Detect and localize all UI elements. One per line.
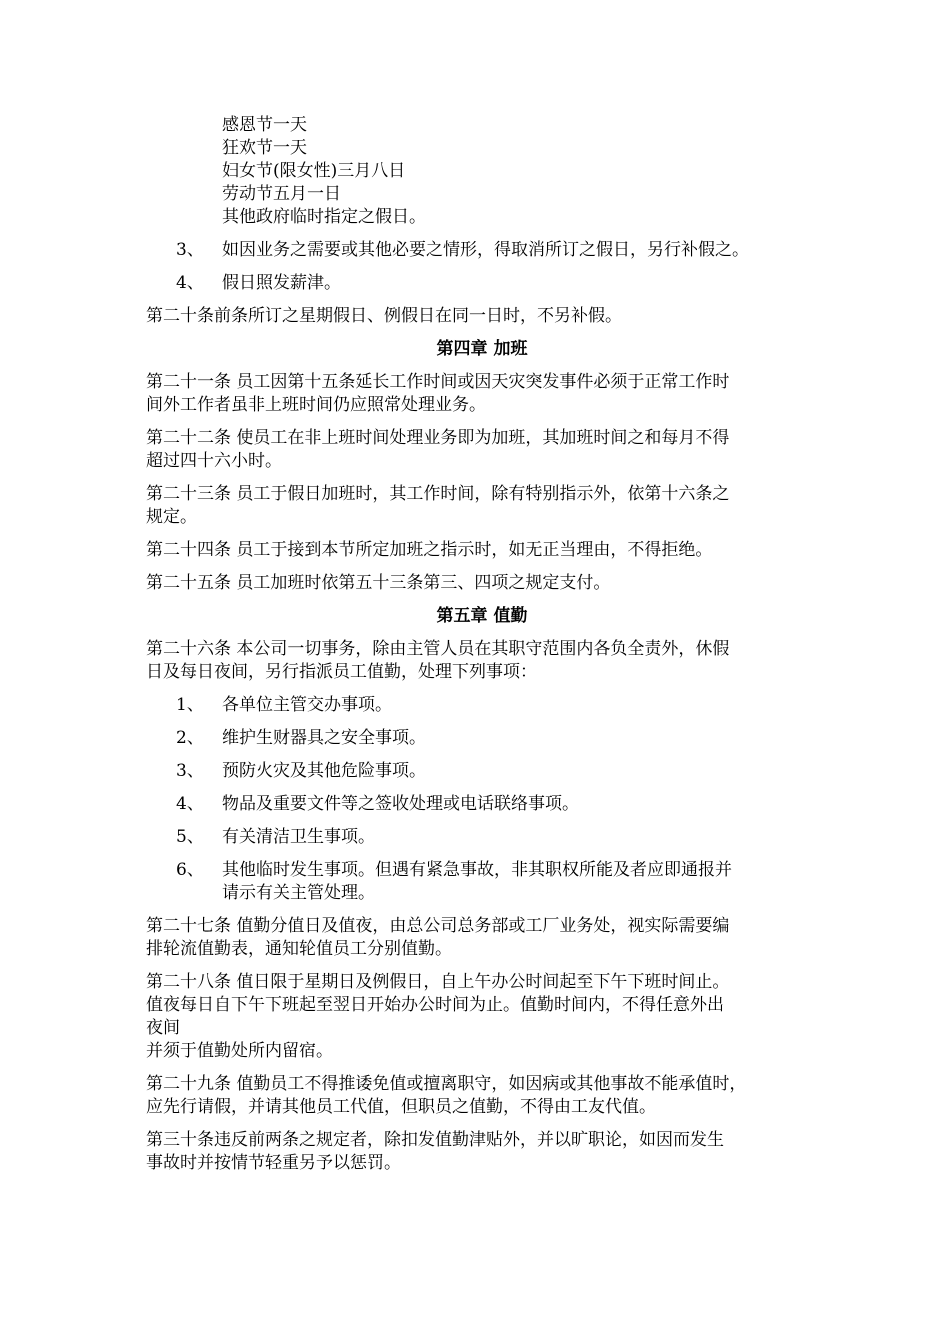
item-number: 1、 xyxy=(176,695,204,715)
article-30: 第三十条违反前两条之规定者，除扣发值勤津贴外，并以旷职论，如因而发生 事故时并按情节轻重另予以惩罚。 xyxy=(146,1130,724,1173)
numbered-item xyxy=(146,793,818,816)
item-text: 维护生财器具之安全事项。 xyxy=(222,728,426,748)
holiday-item: 狂欢节一天 xyxy=(222,138,307,158)
article-25: 第二十五条 员工加班时依第五十三条第三、四项之规定支付。 xyxy=(146,573,611,593)
item-number: 5、 xyxy=(176,827,204,847)
holiday-item: 感恩节一天 xyxy=(222,115,307,135)
chapter-heading: 第五章 值勤 xyxy=(436,606,528,626)
numbered-item xyxy=(146,272,818,295)
numbered-item xyxy=(146,727,818,750)
numbered-item xyxy=(146,760,818,783)
item-number: 2、 xyxy=(176,728,204,748)
numbered-item xyxy=(146,239,818,262)
item-text: 其他临时发生事项。但遇有紧急事故，非其职权所能及者应即通报并 请示有关主管处理。 xyxy=(222,860,732,903)
article-22: 第二十二条 使员工在非上班时间处理业务即为加班，其加班时间之和每月不得 超过四十六小时。 xyxy=(146,428,730,471)
holiday-item: 妇女节(限女性)三月八日 xyxy=(222,161,406,181)
document-page xyxy=(146,114,818,1175)
item-text: 如因业务之需要或其他必要之情形，得取消所订之假日，另行补假之。 xyxy=(222,240,749,260)
article-21: 第二十一条 员工因第十五条延长工作时间或因天灾突发事件必须于正常工作时 间外工作者虽非上班时间仍应照常处理业务。 xyxy=(146,372,730,415)
item-text: 预防火灾及其他危险事项。 xyxy=(222,761,426,781)
numbered-item xyxy=(146,694,818,717)
item-text: 有关清洁卫生事项。 xyxy=(222,827,375,847)
item-number: 4、 xyxy=(176,273,204,293)
item-text: 假日照发薪津。 xyxy=(222,273,341,293)
numbered-item xyxy=(146,826,818,849)
article-26: 第二十六条 本公司一切事务，除由主管人员在其职守范围内各负全责外，休假 日及每日夜间，另行指派员工值勤，处理下列事项： xyxy=(146,639,730,682)
article-29: 第二十九条 值勤员工不得推诿免值或擅离职守，如因病或其他事故不能承值时， 应先行请假，并请其他员工代值，但职员之值勤，不得由工友代值。 xyxy=(146,1074,747,1117)
holiday-item: 劳动节五月一日 xyxy=(222,184,341,204)
article-23: 第二十三条 员工于假日加班时，其工作时间，除有特别指示外，依第十六条之 规定。 xyxy=(146,484,730,527)
item-text: 各单位主管交办事项。 xyxy=(222,695,392,715)
item-number: 3、 xyxy=(176,761,204,781)
item-number: 3、 xyxy=(176,240,204,260)
article-27: 第二十七条 值勤分值日及值夜，由总公司总务部或工厂业务处，视实际需要编 排轮流值勤表，通知轮值员工分别值勤。 xyxy=(146,916,730,959)
item-text: 物品及重要文件等之签收处理或电话联络事项。 xyxy=(222,794,579,814)
article-24: 第二十四条 员工于接到本节所定加班之指示时，如无正当理由，不得拒绝。 xyxy=(146,540,713,560)
article-20: 第二十条前条所订之星期假日、例假日在同一日时，不另补假。 xyxy=(146,306,622,326)
item-number: 6、 xyxy=(176,860,204,880)
holiday-list xyxy=(146,114,818,229)
chapter-heading: 第四章 加班 xyxy=(436,339,528,359)
article-28: 第二十八条 值日限于星期日及例假日，自上午办公时间起至下午下班时间止。 值夜每日自下午下班起至翌日开始办公时间为止。值勤时间内，不得任意外出 夜间 并须于值勤处所内留宿。 xyxy=(146,972,730,1061)
numbered-item xyxy=(146,859,818,905)
item-number: 4、 xyxy=(176,794,204,814)
holiday-item: 其他政府临时指定之假日。 xyxy=(222,207,426,227)
